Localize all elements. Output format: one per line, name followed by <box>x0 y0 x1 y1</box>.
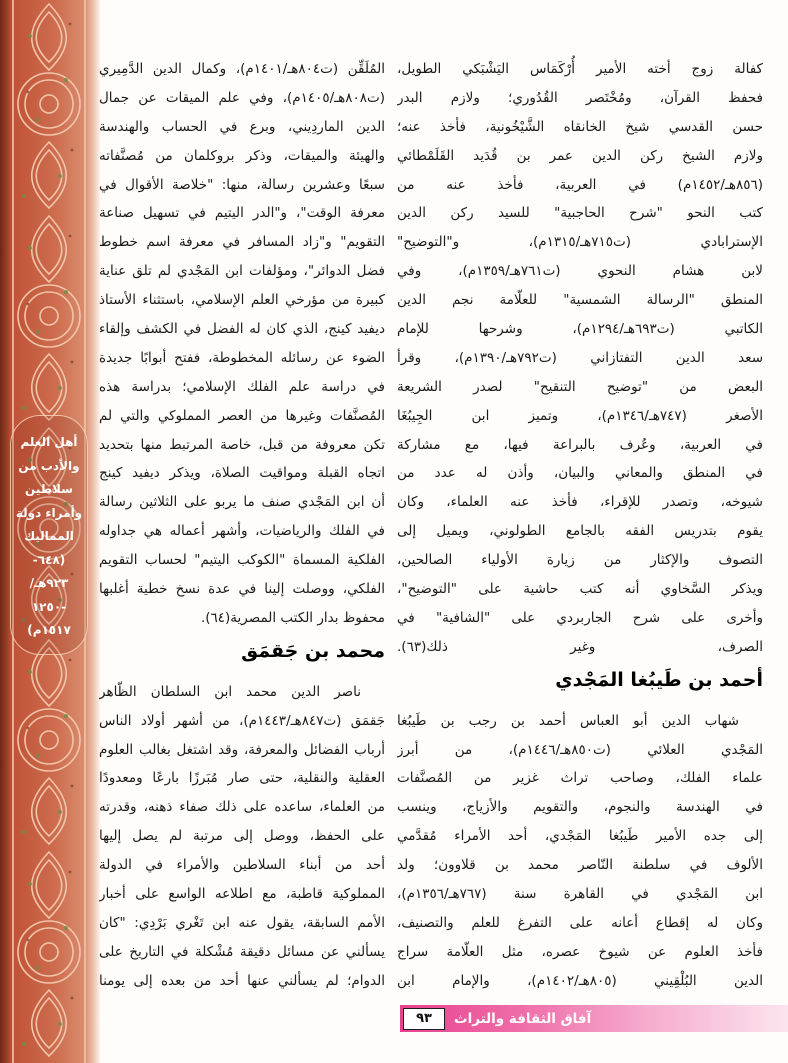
text-line: (٦٤٨- <box>32 552 66 567</box>
text-line: لابن هشام النحوي (ت٧٦١هـ/١٣٥٩م)، وفي <box>397 263 763 280</box>
text-line: الصرف، وغير ذلك(٦٣). <box>397 638 763 655</box>
text-line: -١٢٥٠ <box>31 599 67 614</box>
text-line: فأخذ العلوم عن شيوخ عصره، مثل العلّامة سراج <box>397 943 763 960</box>
text-line: أحد من أبناء السلاطين والأمراء في الدولة <box>99 857 385 874</box>
text-line: ويذكر السَّخاوي أنه كتب حاشية على "التوضيح"، <box>397 581 763 598</box>
text-line: ٩٢٣هـ/ <box>29 576 69 590</box>
section-sidebar-label <box>10 415 88 655</box>
text-line: والأدب من <box>18 458 80 473</box>
text-line: فحفظ القرآن، ومُخْتَصر القُدُوري؛ ولازم البدر <box>397 89 763 106</box>
text-line: كبيرة من مؤرخي العلم الإسلامي، باستثناء الأستاذ <box>99 292 385 309</box>
text-line: ولازم الشيخ ركن الدين عمر بن قُدَيد القَلَمْطائي <box>397 147 763 164</box>
entry-heading-ahmad-ibn-taybugha: أحمد بن طَيبُغا المَجْدي <box>555 668 763 691</box>
text-line: يقوم بتدريس الفقه بالجامع الطولوني، ويميل إلى <box>397 523 763 540</box>
entry-heading-muhammad-ibn-jaqmaq: محمد بن جَقمَق <box>241 639 385 662</box>
text-line: في دراسة علم الفلك الإسلامي؛ بدراسة هذه <box>99 378 385 395</box>
text-line: شهاب الدين أبو العباس أحمد بن رجب بن طَيبُغا <box>397 712 739 729</box>
text-line: إلى جده الأمير طَيبُغا المَجْدي، أحد الأمراء مُقدَّمي <box>397 828 763 845</box>
text-line: الأمم السابقة، يقول عنه ابن تَغْري بَرْدِي: "كان <box>99 914 385 931</box>
text-line: اتجاه القبلة ومواقيت الصلاة، ويذكر ديفيد كينج <box>99 465 385 482</box>
text-line: الضوء عن رسائله المخطوطة، ففتح أبوابًا جديدة <box>99 349 385 366</box>
text-line: تكن معروفة من قبل، خاصة المرتبط منها بتحديد <box>99 436 385 453</box>
text-line: الإسترابادي (ت٧١٥هـ/١٣١٥م)، و"التوضيح" <box>397 234 763 251</box>
text-line: علماء الفلك، وصاحب تراث غزير من المُصنَّفات <box>397 770 763 787</box>
text-line: فضل الدوائر"، ومؤلفات ابن المَجْدي لم تلق عناية <box>99 263 385 280</box>
text-line: الفلكي، ووصلت إلينا في عدة نسخ خطية أغلبها <box>99 581 385 598</box>
text-line: شيوخه، وتصدر للإقراء، فأخذ عنه العلماء، وكان <box>397 494 763 511</box>
text-line: معرفة الوقت"، و"الدر اليتيم في تسهيل صناعة <box>99 205 385 222</box>
text-line: المماليك <box>24 529 74 543</box>
text-line: الألوف في سلطنة النّاصر محمد بن قلاوون؛ ولد <box>397 857 763 874</box>
text-line: (ت٨٠٨هـ/١٤٠٥م)، وفي علم الميقات عن جمال <box>99 89 385 106</box>
text-line: وكان له إقطاع أعانه على التفرغ للعلم والتصنيف، <box>397 914 763 931</box>
text-line: ديفيد كينج، الذي كان له الفضل في الكشف وإلقاء <box>99 321 385 338</box>
text-line: المُلَقِّن (ت٨٠٤هـ/١٤٠١م)، وكمال الدين الدَّمِيري <box>99 61 385 77</box>
text-line: ناصر الدين محمد ابن السلطان الظّاهر <box>99 683 361 700</box>
text-line: وأمراء دولة <box>15 505 83 520</box>
text-line: أهل العلم <box>20 435 78 449</box>
text-line: سلاطين <box>25 482 73 496</box>
page-number: ٩٣ <box>403 1008 445 1030</box>
journal-title: آفاق الثقافة والتراث <box>454 1010 592 1027</box>
text-line: يسألني عن مسائل دقيقة مُشْكلة في التاريخ على <box>99 943 385 960</box>
text-line: جَقمَق (ت٨٤٧هـ/١٤٤٣م)، من أشهر أولاد الناس <box>99 712 385 729</box>
text-line: محفوظ بدار الكتب المصرية(٦٤). <box>200 609 385 626</box>
text-line: التصوف والإكثار من زيارة الأولياء الصالحين، <box>397 552 763 569</box>
text-line: المُصنَّفات وغيرها من العصر المملوكي والتي لم <box>99 407 385 424</box>
column-right <box>397 55 763 996</box>
text-line: وأخرى على شرح الجاربردي على "الشافية" في <box>397 609 763 626</box>
text-line: في العربية، وعُرف بالبراعة فيها، مع مشاركة <box>397 436 763 453</box>
text-line: الفلكية المسماة "الكوكب اليتيم" لحساب التقويم <box>99 552 385 569</box>
text-line: كفالة زوج أخته الأمير أُرْكَمَاس اليَشْبَكي الطويل، <box>397 61 763 77</box>
text-line: أن ابن المَجْدي صنف ما يربو على الثلاثين رسالة <box>99 494 385 511</box>
text-line: كتب النحو "شرح الحاجبية" للسيد ركن الدين <box>397 205 763 222</box>
text-line: البعض من "توضيح التنقيح" لصدر الشريعة <box>397 378 763 395</box>
text-line: الدوام؛ لم يسألني عنها أحد من بعده إلى يومنا <box>99 972 385 989</box>
text-line: في الفلك والرياضيات، وأشهر أعماله هي جداوله <box>99 523 385 540</box>
text-line: (٨٥٦هـ/١٤٥٢م) في العربية، فأخذ عنه من <box>397 176 763 193</box>
paragraph-biography <box>99 678 385 996</box>
text-line: في المنطق والمعاني والبيان، وأذن له عدد من <box>397 465 763 482</box>
text-line: والهيئة والميقات، وذكر بروكلمان من مُصنَّفاته <box>99 147 385 164</box>
text-line: العقلية والنقلية، حتى صار مُبَرزًا بارعًا ومعدودًا <box>99 770 385 787</box>
text-line: سبعًا وعشرين رسالة، منها: "خلاصة الأقوال في <box>99 176 385 193</box>
text-line: الدين الماردِيني، وبرع في الحساب والهندسة <box>99 118 385 135</box>
text-line: الأصغر (٧٤٧هـ/١٣٤٦م)، وتميز ابن الجِيبُغَا <box>397 407 763 424</box>
footer-bar <box>400 1005 788 1032</box>
text-line: التقويم" و"زاد المسافر في معرفة اسم خطوط <box>99 234 385 251</box>
text-line: أرباب الفضائل والمعرفة، وقد اشتغل بغالب العلوم <box>99 741 385 758</box>
paragraph-biography <box>397 707 763 996</box>
text-line: ابن المَجْدي في القاهرة سنة (٧٦٧هـ/١٣٥٦م)، <box>397 886 763 903</box>
text-line: المَجْدي العلائي (ت٨٥٠هـ/١٤٤٦م)، من أبرز <box>397 741 763 758</box>
text-line: الكاتبي (ت٦٩٣هـ/١٢٩٤م)، وشرحها للإمام <box>397 321 763 338</box>
paragraph-continuation <box>397 55 763 662</box>
column-left <box>99 55 385 996</box>
paragraph-continuation <box>99 55 385 633</box>
text-line: ١٥١٧م) <box>27 623 71 637</box>
text-line: سعد الدين التفتازاني (ت٧٩٢هـ/١٣٩٠م)، وقرأ <box>397 349 763 366</box>
text-line: المنطق "الرسالة الشمسية" للعلّامة نجم الدين <box>397 292 763 309</box>
text-line: على الحفظ، ووصل إلى مرتبة لم يصل إليها <box>99 828 385 845</box>
text-line: من العلماء، ساعده على ذلك صفاء ذهنه، وقدرته <box>99 799 385 816</box>
text-line: في الهندسة والنجوم، والتقويم والأزياج، وينسب <box>397 799 763 816</box>
text-line: الدين البُلْقِيني (٨٠٥هـ/١٤٠٢م)، والإمام ابن <box>397 972 763 989</box>
text-line: المملوكية قاطبة، مع اطلاعه الواسع على أخبار <box>99 886 385 903</box>
text-line: حسن القدسي شيخ الخانقاه الشَّيْخُونية، فأخذ عنه؛ <box>397 118 763 135</box>
